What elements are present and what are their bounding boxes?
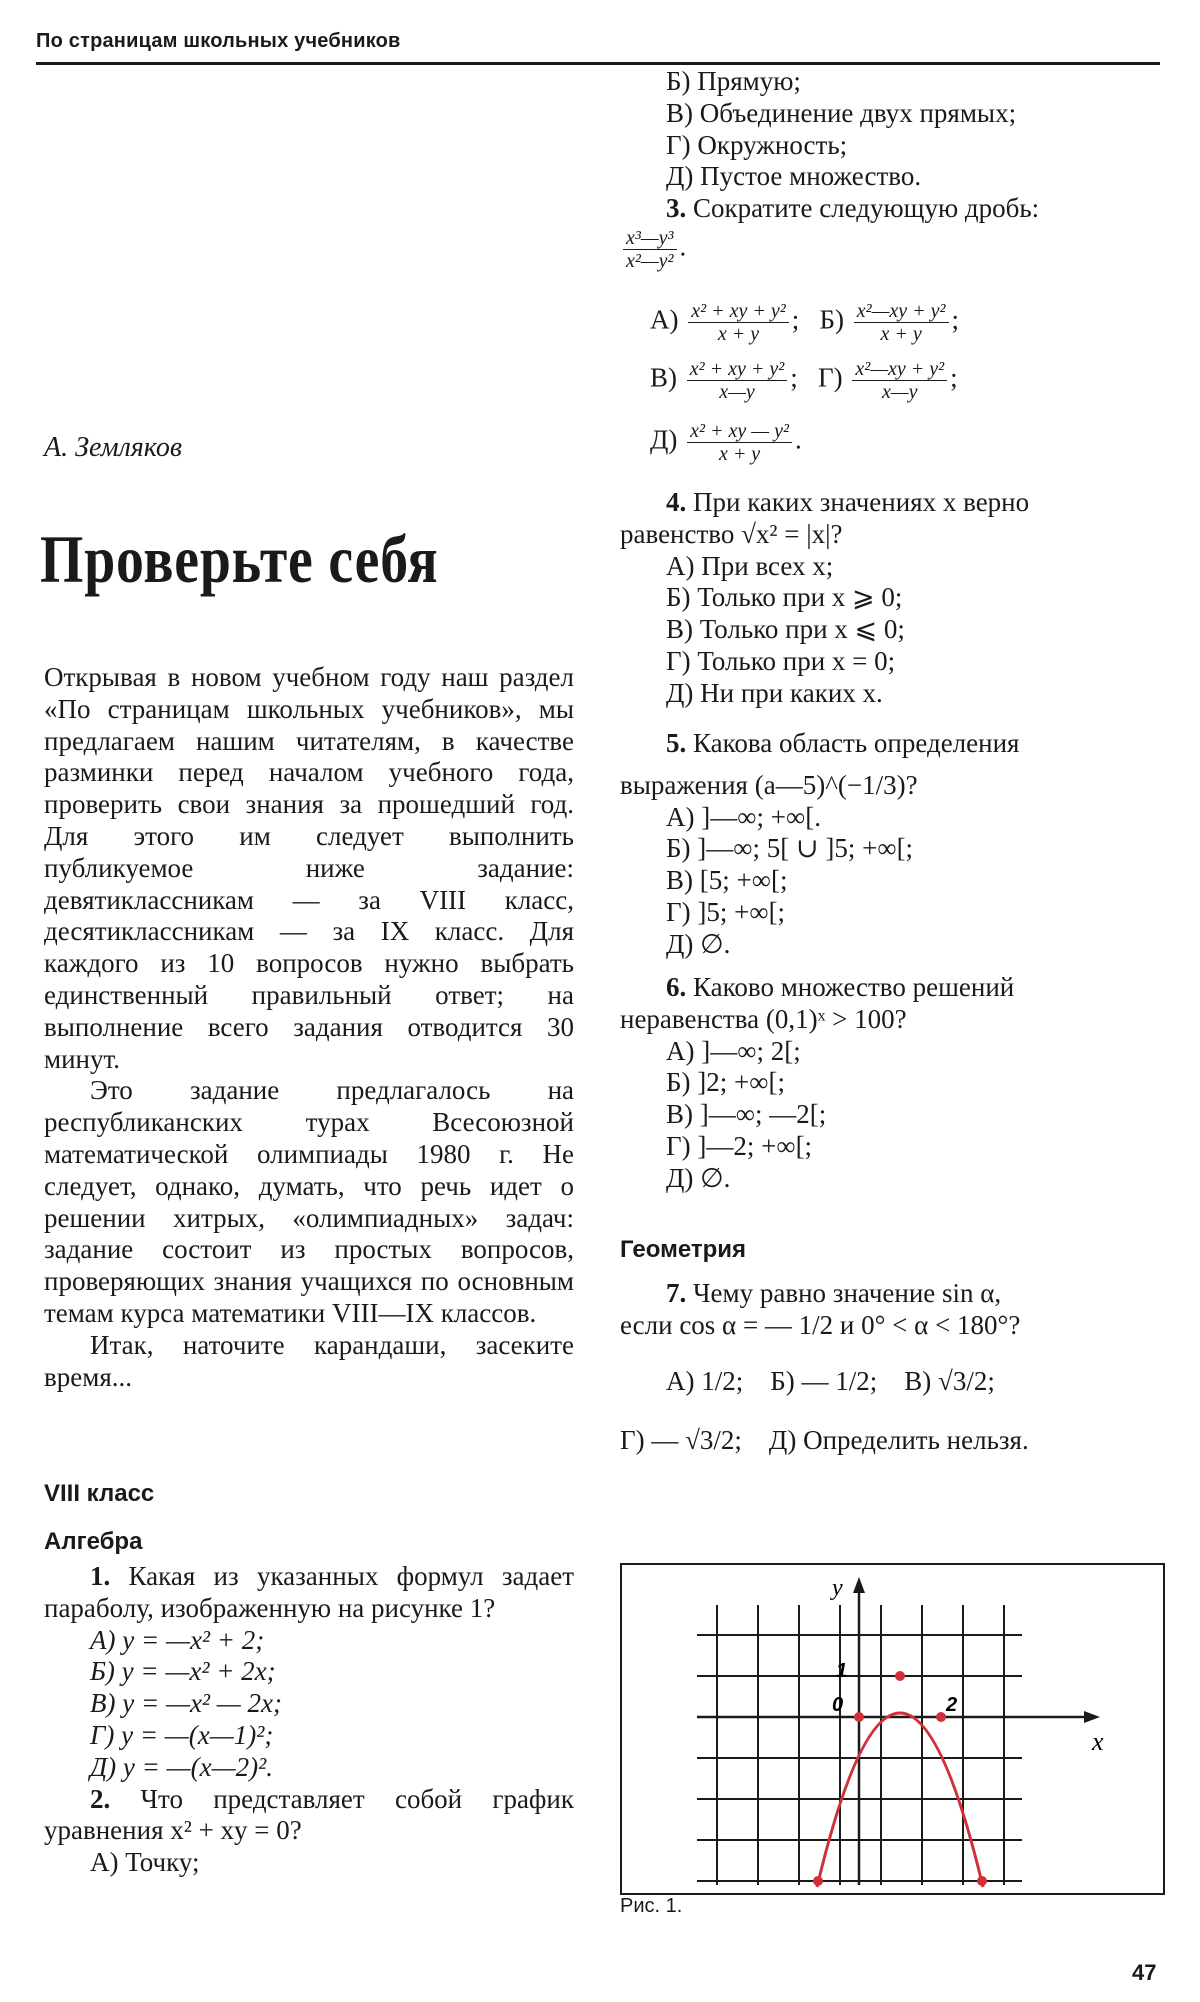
option: В) Объединение двух прямых; [666, 97, 1017, 128]
x-label: x [1092, 1727, 1104, 1756]
option: Д) ∅. [666, 1162, 731, 1193]
intro-text [44, 662, 574, 1393]
option: Б) Прямую; [666, 66, 801, 96]
option-label: А) [650, 304, 679, 335]
grade-heading: VIII класс [44, 1480, 155, 1507]
geometry-heading: Геометрия [620, 1236, 747, 1263]
option: Б) ]—∞; 5[ ∪ ]5; +∞[; [666, 833, 914, 864]
intro-paragraph-3: Итак, наточите карандаши, засеките время... [44, 1329, 574, 1392]
question-3-text: 3. Сократите следующую дробь: [666, 193, 1040, 224]
option: Д) Определить нельзя. [768, 1425, 1029, 1456]
option: Г) y = —(x—1)²; [90, 1719, 274, 1750]
question-text: 6. Каково множество решений [666, 972, 1015, 1002]
option: Д) y = —(x—2)². [90, 1751, 273, 1782]
option: В) [5; +∞[; [666, 865, 788, 896]
question-3-options: А) $\frac{\text{x² + xy + y²}}{x + y}$ ; Б) $\frac{\text{x²—xy + y²}}{x + y}$ ; В) $\frac{\text{x² + xy + y²}}{x—y}$ ; Г) $\frac{\text{x²—xy + y²}}{x—y}$ ; Д) $\frac{\text{x² + xy — y²}}{x + y}$ . [650, 300, 960, 465]
option: В) Только при x ⩽ 0; [666, 614, 905, 645]
article-title: Проверьте себя [40, 521, 439, 597]
tick-one: 1 [836, 1660, 848, 1682]
option: Г) ]5; +∞[; [666, 896, 786, 927]
option: Г) Окружность; [666, 129, 848, 160]
question-text-cont: неравенства (0,1)ˣ > 100? [620, 1003, 907, 1034]
option: Б) Только при x ⩾ 0; [666, 582, 903, 613]
option: Д) Пустое множество. [666, 161, 922, 192]
option: А) y = —x² + 2; [90, 1624, 265, 1655]
option: В) y = —x² — 2x; [90, 1688, 283, 1719]
question-text: 7. Чему равно значение sin α, [666, 1278, 1002, 1308]
question-4 [620, 487, 1160, 710]
question-2-text: 2. Что представляет собой график уравнения x² + xy = 0? [44, 1783, 574, 1846]
option: В) ]—∞; —2[; [666, 1099, 827, 1130]
option: А) ]—∞; +∞[. [666, 801, 821, 832]
option: Б) y = —x² + 2x; [90, 1656, 276, 1687]
header-rule [36, 62, 1160, 65]
option-row [620, 1425, 1160, 1457]
y-label: y [832, 1575, 843, 1601]
question-7 [620, 1278, 1160, 1457]
option: Г) Только при x = 0; [666, 645, 896, 676]
option: Д) ∅. [666, 928, 731, 959]
option: Г) — √3/2; [620, 1425, 742, 1456]
question-text: 4. При каких значениях x верно [666, 487, 1030, 517]
option: А) ]—∞; 2[; [666, 1035, 801, 1066]
question-text: 1. Какая из указанных формул задает параболу, изображенную на рисунке 1? [44, 1561, 575, 1623]
author: А. Земляков [44, 432, 182, 463]
option: Б) — 1/2; [770, 1365, 878, 1396]
question-text-cont: равенство √x² = |x|? [620, 518, 843, 549]
intro-paragraph-1: Открывая в новом учебном году наш раздел «По страницам школьных учебников», мы предлагаем нашим читателям, в качестве разминки перед началом учебного года, проверить свои знания за прошедший год. Для этого им следует выполнить публикуемое ниже задание: девятиклассникам — за VIII класс, десятиклассникам — за IX класс. Для каждого из 10 вопросов нужно выбрать единственный правильный ответ; на выполнение всего задания отводится 30 минут. [44, 662, 574, 1074]
question-text-cont: выражения (a—5)^(−1/3)? [620, 769, 918, 800]
page-number: 47 [1132, 1960, 1157, 1985]
figure-caption: Рис. 1. [620, 1895, 683, 1917]
option: Д) Ни при каких x. [666, 677, 883, 708]
option: В) √3/2; [904, 1365, 995, 1396]
tick-two: 2 [946, 1694, 958, 1716]
question-text: 5. Какова область определения [666, 728, 1020, 758]
y-axis-arrow [853, 1577, 865, 1593]
algebra-heading: Алгебра [44, 1528, 143, 1555]
parabola-graph [622, 1565, 1163, 1893]
option: Г) ]—2; +∞[; [666, 1130, 813, 1161]
option-row [620, 1366, 1160, 1398]
option: А) Точку; [90, 1847, 200, 1878]
option: А) При всех x; [666, 550, 834, 581]
option: А) 1/2; [666, 1365, 744, 1396]
option: Б) ]2; +∞[; [666, 1067, 785, 1098]
x-axis-arrow [1084, 1711, 1100, 1723]
question-2-continued [620, 66, 1160, 272]
figure-1 [620, 1563, 1165, 1895]
running-header: По страницам школьных учебников [36, 30, 401, 52]
question-text-cont: если cos α = — 1/2 и 0° < α < 180°? [620, 1309, 1021, 1340]
question-5 [620, 728, 1160, 961]
question-6 [620, 972, 1160, 1195]
question-1 [44, 1561, 574, 1879]
question-3-expression: $\frac{\text{x³—y³}}{\text{x²—y²}}$ . [620, 227, 1160, 272]
tick-origin: 0 [832, 1694, 844, 1716]
intro-paragraph-2: Это задание предлагалось на республиканских турах Всесоюзной математической олимпиады 1980 г. Не следует, однако, думать, что речь идет о решении хитрых, «олимпиадных» задач: задание состоит из простых вопросов, проверяющих знания учащихся по основным темам курса математики VIII—IX классов. [44, 1075, 574, 1328]
